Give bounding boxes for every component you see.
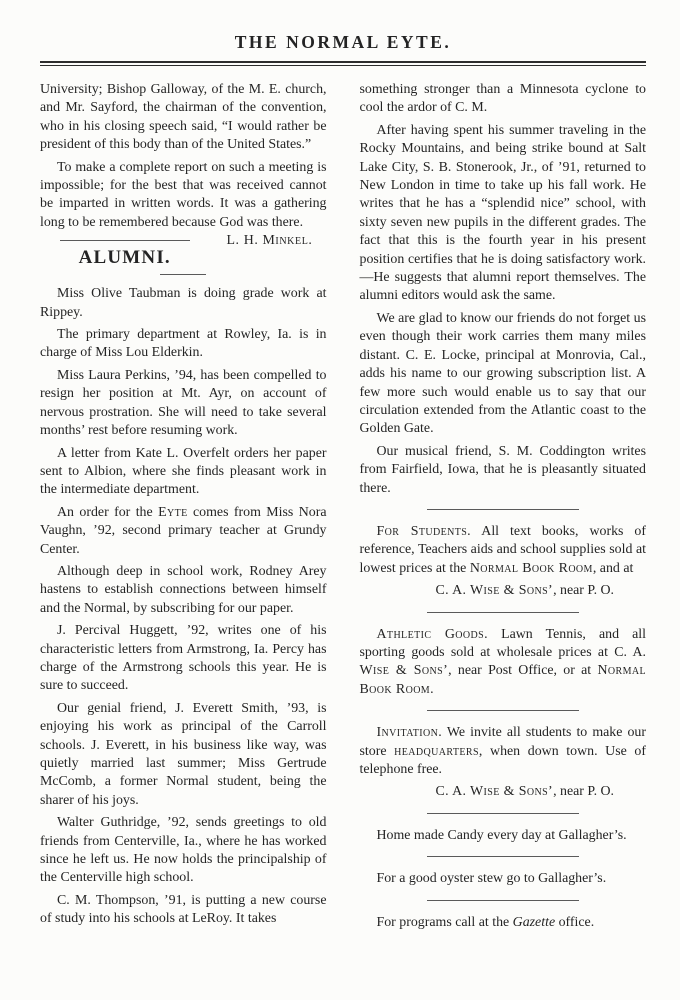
- small-caps-text: Invitation.: [376, 725, 443, 741]
- news-paragraph: After having spent his summer traveling in the Rocky Mountains, and being strike bound at Salt Lake City, S. B. Stonerook, Jr., of ’91, returned to New London in time to take up his fall work. He writes that he has a “splendid nice” school, with sixty seven new pupils in the different grades. The fact that this is the fourth year in his present position certifies that he is doing satisfactory work.—He suggests that alumni report themselves. The alumni editors would ask the same.: [359, 122, 646, 304]
- alumni-item: Miss Laura Perkins, ’94, has been compelled to resign her position at Mt. Ayr, on account of nervous prostration. She will need to take several months’ rest before resuming work.: [40, 367, 327, 439]
- small-caps-text: Athletic Goods.: [376, 626, 489, 642]
- small-caps-text: headquarters: [394, 743, 479, 759]
- report-paragraph: [40, 159, 327, 249]
- alumni-item: An order for the Eyte comes from Miss Nora Vaughn, ’92, second primary teacher at Grundy Center.: [40, 504, 327, 557]
- small-caps-text: Eyte: [158, 504, 188, 520]
- alumni-item: Although deep in school work, Rodney Arey hastens to establish connections between himself and the Normal, by subscribing for our paper.: [40, 563, 327, 616]
- alumni-item: A letter from Kate L. Overfelt orders her paper sent to Albion, where she finds pleasant work in the intermediate department.: [40, 445, 327, 498]
- notice-candy: Home made Candy every day at Gallagher’s.: [376, 827, 627, 843]
- left-column: [40, 81, 327, 936]
- section-divider: [427, 509, 579, 510]
- notice-oyster: For a good oyster stew go to Gallagher’s.: [376, 871, 607, 887]
- report-paragraph-text: To make a complete report on such a meeting is impossible; for the best that was received cannot be imparted in written words. It was a gathering long to be remembered because God was there.: [40, 159, 327, 230]
- section-divider: [427, 856, 579, 857]
- alumni-item: Our genial friend, J. Everett Smith, ’93, is enjoying his work as principal of the Carroll schools. J. Everett, in his business like way, was quietly married last summer; Miss Gertrude McComb, a former Normal student, being the sharer of his joys.: [40, 700, 327, 808]
- signature: L. H. Minkel.: [226, 233, 313, 249]
- section-divider: [427, 612, 579, 613]
- section-divider: [427, 900, 579, 901]
- news-paragraph: Our musical friend, S. M. Coddington writes from Fairfield, Iowa, that he is pleasantly situated there.: [359, 443, 646, 496]
- alumni-rule-top: [60, 240, 190, 241]
- ad-body: Athletic Goods. Lawn Tennis, and all sporting goods sold at wholesale prices at C. A. Wise & Sons’, near Post Office, or at Normal Book Room.: [359, 626, 647, 697]
- small-caps-text: Normal Book Room: [469, 560, 593, 576]
- notice-programs: For programs call at the Gazette office.: [376, 914, 595, 930]
- masthead-rule: [40, 61, 646, 66]
- section-divider: [427, 813, 579, 814]
- ad-signature: C. A. Wise & Sons’, near P. O.: [435, 583, 615, 599]
- alumni-heading: ALUMNI.: [78, 247, 171, 269]
- small-caps-text: Normal Book Room: [359, 663, 646, 697]
- continuation-paragraph: University; Bishop Galloway, of the M. E. church, and Mr. Sayford, the chairman of the convention, who in his closing speech said, “I would rather be president of this body than of the United States.”: [40, 82, 327, 153]
- alumni-item: The primary department at Rowley, Ia. is in charge of Miss Lou Elderkin.: [40, 327, 327, 361]
- alumni-rule-bottom: [160, 274, 206, 275]
- small-caps-text: C. A. Wise & Sons’: [435, 784, 554, 800]
- alumni-item: C. M. Thompson, ’91, is putting a new course of study into his schools at LeRoy. It takes: [40, 892, 327, 927]
- ad-athletic-goods: [360, 626, 647, 700]
- ad-invitation: [360, 724, 647, 802]
- alumni-item: Walter Guthridge, ’92, sends greetings to old friends from Centerville, Ia., where he has worked since he left us. He now holds the principalship of the Centerville high school.: [40, 815, 327, 886]
- continuation-paragraph: something stronger than a Minnesota cyclone to cool the ardor of C. M.: [359, 82, 646, 116]
- alumni-item: J. Percival Huggett, ’92, writes one of his characteristic letters from Armstrong, Ia. Percy has charge of the Armstrong schools this year. He is sure to succeed.: [40, 623, 327, 694]
- columns-container: [40, 81, 646, 936]
- masthead-title: THE NORMAL EYTE.: [234, 32, 452, 52]
- ad-for-students: [360, 523, 647, 601]
- right-column: [360, 81, 647, 936]
- small-caps-text: C. A. Wise & Sons’: [435, 583, 554, 599]
- ad-body: For Students. All text books, works of reference, Teachers aids and school supplies sold at lowest prices at the Normal Book Room, and at: [359, 523, 646, 576]
- alumni-item: Miss Olive Taubman is doing grade work at Rippey.: [40, 286, 327, 320]
- ad-signature: C. A. Wise & Sons’, near P. O.: [435, 784, 615, 800]
- masthead: [40, 32, 646, 66]
- section-divider: [427, 710, 579, 711]
- italic-text: Gazette: [512, 914, 556, 930]
- small-caps-text: For Students.: [376, 523, 472, 539]
- ad-body: Invitation. We invite all students to make our store headquarters, when down town. Use of telephone free.: [359, 725, 646, 777]
- small-caps-text: Wise & Sons’: [359, 663, 449, 679]
- news-paragraph: We are glad to know our friends do not forget us even though their work carries them many miles distant. C. E. Locke, principal at Monrovia, Cal., adds his name to our growing subscription list. A few more such would enable us to say that our circulation extended from the Atlantic coast to the Golden Gate.: [359, 310, 646, 437]
